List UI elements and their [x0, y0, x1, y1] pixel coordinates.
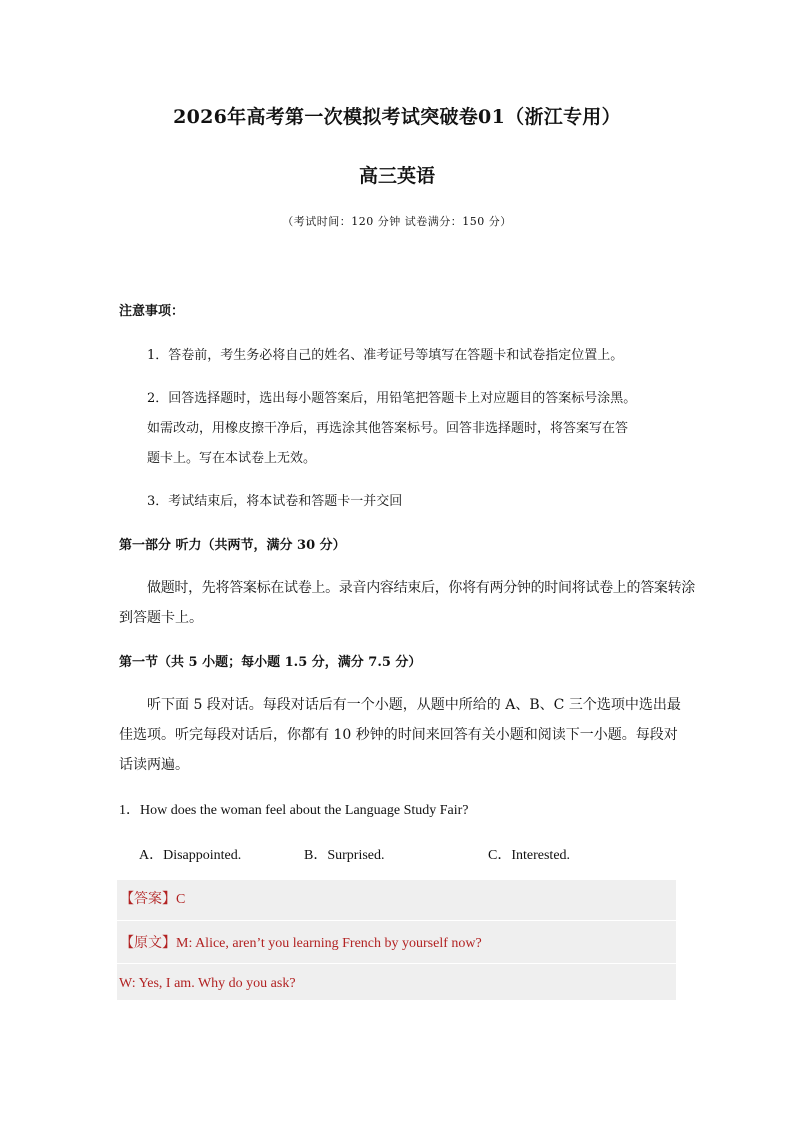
answer-row-divider — [117, 963, 676, 964]
section1-intro-line-3: 话读两遍。 — [119, 757, 189, 773]
notes-item-3: 3．考试结束后，将本试卷和答题卡一并交回 — [147, 494, 403, 509]
question-1-stem: 1．How does the woman feel about the Language Study Fair? — [119, 803, 469, 818]
transcript-line-2: W: Yes, I am. Why do you ask? — [119, 976, 296, 991]
notes-item-1: 1．答卷前，考生务必将自己的姓名、准考证号等填写在答题卡和试卷指定位置上。 — [147, 348, 624, 363]
document-title: 2026年高考第一次模拟考试突破卷01（浙江专用） — [173, 106, 621, 128]
subject-title: 高三英语 — [358, 165, 435, 187]
answer-row-divider — [117, 920, 676, 921]
part1-heading: 第一部分 听力（共两节，满分 30 分） — [119, 538, 346, 553]
notes-item-2-line-3: 题卡上。写在本试卷上无效。 — [147, 451, 317, 466]
notes-item-2-line-1: 2．回答选择题时，选出每小题答案后，用铅笔把答题卡上对应题目的答案标号涂黑。 — [147, 391, 637, 406]
notes-heading: 注意事项： — [119, 304, 185, 319]
part1-intro-line-2: 到答题卡上。 — [119, 610, 203, 626]
question-1-option-c: C．Interested. — [488, 848, 571, 863]
question-1-option-a: A．Disappointed. — [139, 848, 242, 863]
answer-block — [117, 880, 676, 1000]
exam-info: （考试时间：120 分钟 试卷满分：150 分） — [282, 215, 512, 228]
section1-intro-line-2: 佳选项。听完每段对话后，你都有 10 秒钟的时间来回答有关小题和阅读下一小题。每段对 — [119, 727, 678, 743]
section1-heading: 第一节（共 5 小题；每小题 1.5 分，满分 7.5 分） — [119, 655, 422, 670]
section1-intro-line-1: 听下面 5 段对话。每段对话后有一个小题，从题中所给的 A、B、C 三个选项中选出最 — [147, 697, 681, 713]
answer-label: 【答案】C — [120, 892, 186, 907]
question-1-option-b: B．Surprised. — [304, 848, 385, 863]
part1-intro-line-1: 做题时，先将答案标在试卷上。录音内容结束后，你将有两分钟的时间将试卷上的答案转涂 — [147, 580, 695, 596]
transcript-line-1: 【原文】M: Alice, aren’t you learning French by yourself now? — [120, 936, 482, 951]
notes-item-2-line-2: 如需改动，用橡皮擦干净后，再选涂其他答案标号。回答非选择题时，将答案写在答 — [147, 421, 629, 436]
